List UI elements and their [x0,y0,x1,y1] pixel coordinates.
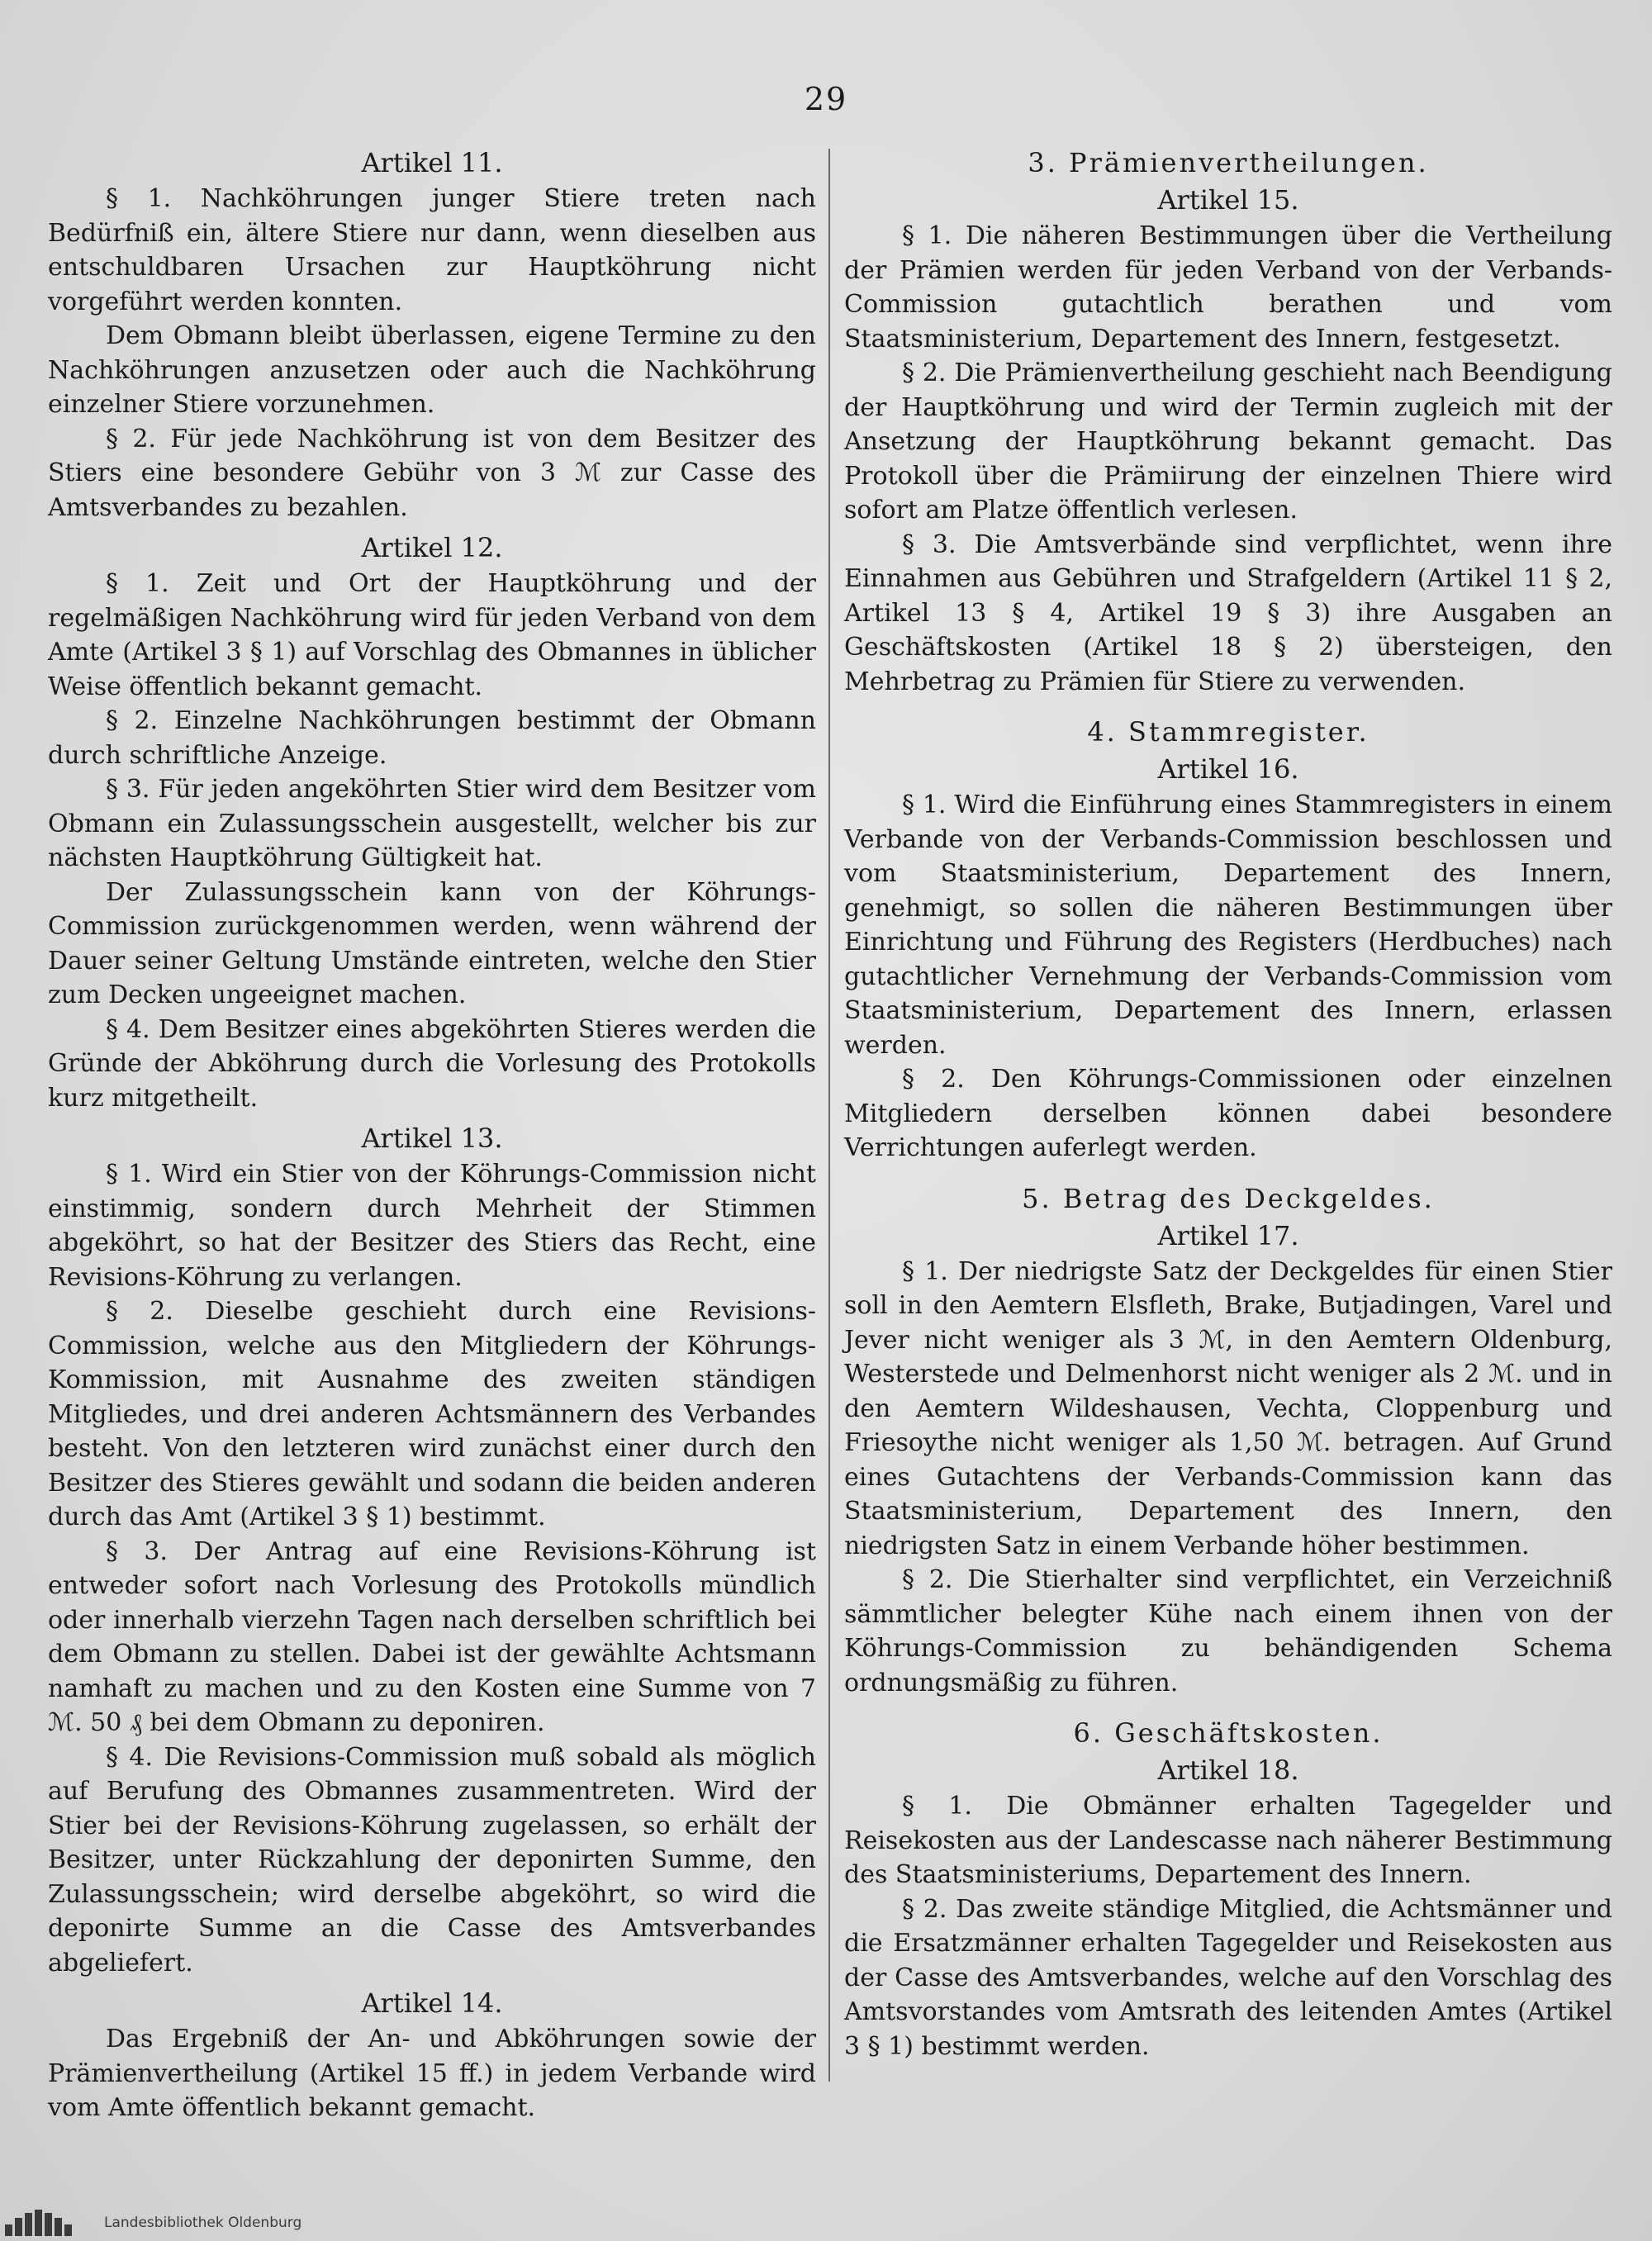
article-15-para-2: § 2. Die Prämienvertheilung geschieht nach Beendigung der Hauptköhrung und wird der Termin zugleich mit der Ansetzung der Hauptköhrung bekannt gemacht. Das Protokoll über die Prämiirung der einzelnen Thiere wird sofort am Platze öffentlich verlesen. [844,358,1612,525]
section-3-title: 3. Prämienvertheilungen. [1028,147,1429,178]
library-name: Landesbibliothek Oldenburg [104,2215,302,2231]
library-footer [5,2208,301,2238]
section-4-title: 4. Stammregister. [1087,716,1370,748]
article-16-para-1: § 1. Wird die Einführung eines Stammregisters in einem Verbande von der Verbands-Commission beschlossen und vom Staatsministerium, Departement des Innern, genehmigt, so sollen die näheren Bestimmungen über Einrichtung und Führung des Registers (Herdbuches) nach gutachtlicher Vernehmung der Verbands-Commission vom Staatsministerium, Departement des Innern, erlassen werden. [844,791,1612,1060]
library-building-icon [5,2210,96,2236]
article-14-heading: Artikel 14. [361,1987,503,2019]
article-13-para-2: § 2. Dieselbe geschieht durch eine Revisions-Commission, welche aus den Mitgliedern der Köhrungs-Kommission, mit Ausnahme des zweiten ständigen Mitgliedes, und drei anderen Achtsmännern des Verbandes besteht. Von den letzteren wird zunächst einer durch den Besitzer des Stieres gewählt und sodann die beiden anderen durch das Amt (Artikel 3 § 1) bestimmt. [48,1297,816,1531]
article-11-para-3: § 2. Für jede Nachköhrung ist von dem Besitzer des Stiers eine besondere Gebühr von 3 ℳ zur Casse des Amtsverbandes zu bezahlen. [48,424,816,522]
article-13-para-3: § 3. Der Antrag auf eine Revisions-Köhrung ist entweder sofort nach Vorlesung des Protokolls mündlich oder innerhalb vierzehn Tagen nach derselben schriftlich bei dem Obmann zu stellen. Dabei ist der gewählte Achtsmann namhaft zu machen und zu den Kosten eine Summe von 7 ℳ. 50 ₰ bei dem Obmann zu deponiren. [48,1536,816,1737]
article-11-para-1: § 1. Nachköhrungen junger Stiere treten nach Bedürfniß ein, ältere Stiere nur dann, wenn dieselben aus entschuldbaren Ursachen zur Hauptköhrung nicht vorgeführt werden konnten. [48,184,816,316]
article-17-heading: Artikel 17. [1157,1219,1299,1251]
article-12-para-3: § 3. Für jeden angeköhrten Stier wird dem Besitzer vom Obmann ein Zulassungsschein ausgestellt, welcher bis zur nächsten Hauptköhrung Gültigkeit hat. [48,775,816,872]
article-18-heading: Artikel 18. [1157,1754,1299,1786]
section-5-title: 5. Betrag des Deckgeldes. [1022,1182,1435,1214]
article-12-para-1: § 1. Zeit und Ort der Hauptköhrung und der regelmäßigen Nachköhrung wird für jeden Verband von dem Amte (Artikel 3 § 1) auf Vorschlag des Obmannes in üblicher Weise öffentlich bekannt gemacht. [48,569,816,701]
article-14-para-1: Das Ergebniß der An- und Abköhrungen sowie der Prämienvertheilung (Artikel 15 ff.) in jedem Verbande wird vom Amte öffentlich bekannt gemacht. [48,2025,816,2122]
column-divider [828,149,830,2082]
article-12-heading: Artikel 12. [361,532,503,563]
article-16-heading: Artikel 16. [1157,753,1299,785]
article-15-heading: Artikel 15. [1157,184,1299,216]
article-17-para-1: § 1. Der niedrigste Satz der Deckgeldes für einen Stier soll in den Aemtern Elsfleth, Brake, Butjadingen, Varel und Jever nicht weniger als 3 ℳ, in den Aemtern Oldenburg, Westerstede und Delmenhorst nicht weniger als 2 ℳ. und in den Aemtern Wildeshausen, Vechta, Cloppenburg und Friesoythe nicht weniger als 1,50 ℳ. betragen. Auf Grund eines Gutachtens der Verbands-Commission kann das Staatsministerium, Departement des Innern, den niedrigsten Satz in einem Verbande höher bestimmen. [844,1256,1612,1560]
article-12-para-5: § 4. Dem Besitzer eines abgeköhrten Stieres werden die Gründe der Abköhrung durch die Vorlesung des Protokolls kurz mitgetheilt. [48,1014,816,1113]
article-12-para-4: Der Zulassungsschein kann von der Köhrungs-Commission zurückgenommen werden, wenn während der Dauer seiner Geltung Umstände eintreten, welche den Stier zum Decken ungeeignet machen. [48,877,816,1009]
article-18-para-1: § 1. Die Obmänner erhalten Tagegelder und Reisekosten aus der Landescasse nach näherer Bestimmung des Staatsministeriums, Departement des Innern. [844,1792,1612,1889]
left-column [48,145,816,2125]
article-18-para-2: § 2. Das zweite ständige Mitglied, die Achtsmänner und die Ersatzmänner erhalten Tagegelder und Reisekosten aus der Casse des Amtsverbandes, welche auf den Vorschlag des Amtsvorstandes vom Amtsrath des leitenden Amtes (Artikel 3 § 1) bestimmt werden. [844,1894,1612,2061]
article-13-para-4: § 4. Die Revisions-Commission muß sobald als möglich auf Berufung des Obmannes zusammentreten. Wird der Stier bei der Revisions-Köhrung zugelassen, so erhält der Besitzer, unter Rückzahlung der deponirten Summe, den Zulassungsschein; wird derselbe abgeköhrt, so wird die deponirte Summe an die Casse des Amtsverbandes abgeliefert. [48,1742,816,1977]
article-12-para-2: § 2. Einzelne Nachköhrungen bestimmt der Obmann durch schriftliche Anzeige. [48,706,816,770]
article-13-heading: Artikel 13. [361,1123,503,1154]
article-17-para-2: § 2. Die Stierhalter sind verpflichtet, ein Verzeichniß sämmtlicher belegter Kühe nach einem ihnen von der Köhrungs-Commission zu behändigenden Schema ordnungsmäßig zu führen. [844,1565,1612,1697]
article-11-para-2: Dem Obmann bleibt überlassen, eigene Termine zu den Nachköhrungen anzusetzen oder auch die Nachköhrung einzelner Stiere vorzunehmen. [48,321,816,419]
article-13-para-1: § 1. Wird ein Stier von der Köhrungs-Commission nicht einstimmig, sondern durch Mehrheit der Stimmen abgeköhrt, so hat der Besitzer des Stiers das Recht, eine Revisions-Köhrung zu verlangen. [48,1160,816,1292]
right-column [844,145,1612,2063]
section-6-title: 6. Geschäftskosten. [1073,1717,1384,1749]
article-16-para-2: § 2. Den Köhrungs-Commissionen oder einzelnen Mitgliedern derselben können dabei besondere Verrichtungen auferlegt werden. [844,1065,1612,1162]
article-15-para-1: § 1. Die näheren Bestimmungen über die Vertheilung der Prämien werden für jeden Verband von der Verbands-Commission gutachtlich berathen und vom Staatsministerium, Departement des Innern, festgesetzt. [844,221,1612,354]
article-11-heading: Artikel 11. [361,147,503,178]
page-number: 29 [804,81,848,117]
article-15-para-3: § 3. Die Amtsverbände sind verpflichtet, wenn ihre Einnahmen aus Gebühren und Strafgeldern (Artikel 11 § 2, Artikel 13 § 4, Artikel 19 § 3) ihre Ausgaben an Geschäftskosten (Artikel 18 § 2) übersteigen, den Mehrbetrag zu Prämien für Stiere zu verwenden. [844,529,1612,696]
